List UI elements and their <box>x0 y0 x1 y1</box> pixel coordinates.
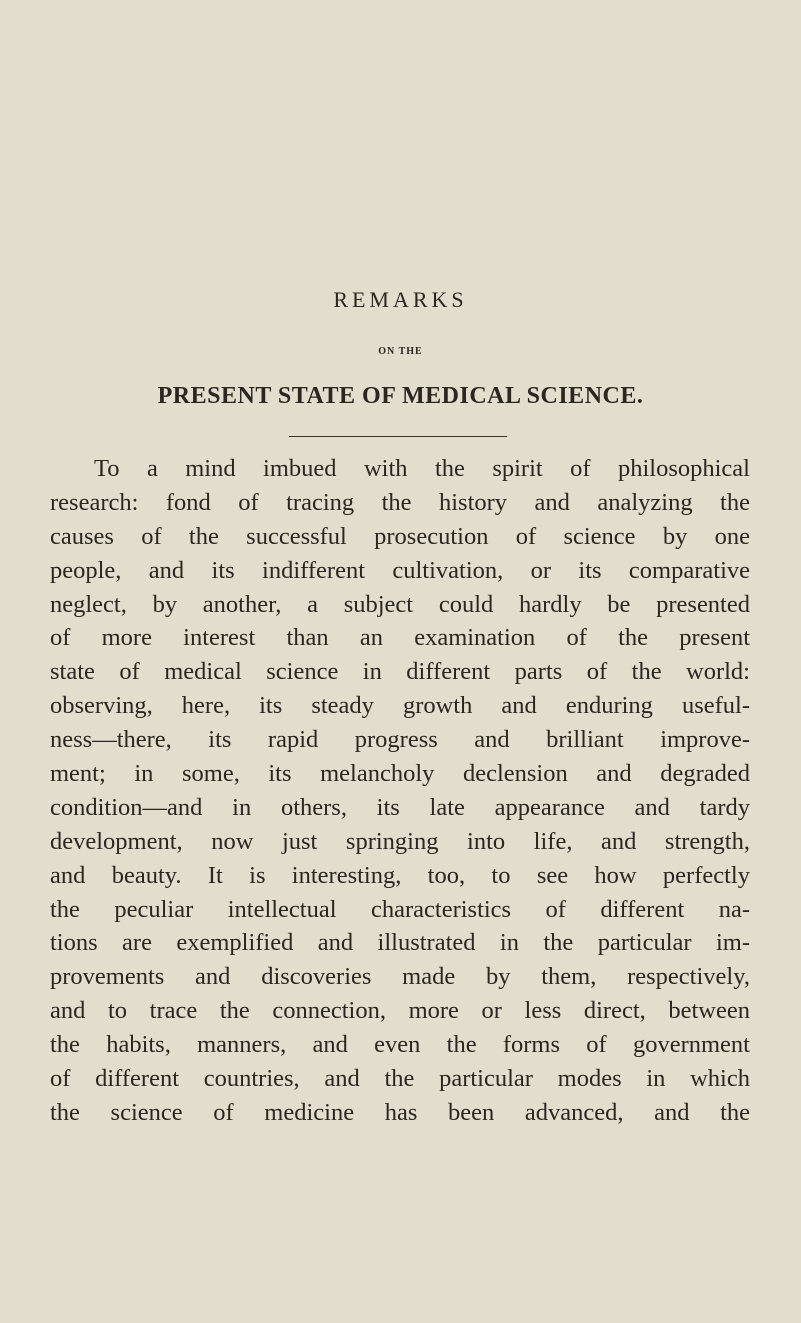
text-line: neglect, by another, a subject could hardly be presented <box>50 590 750 618</box>
text-line: provements and discoveries made by them, respectively, <box>50 963 750 991</box>
text-line: and to trace the connection, more or less direct, between <box>50 997 750 1025</box>
title-connector: ON THE <box>378 346 423 357</box>
text-line: research: fond of tracing the history and analyzing the <box>50 488 750 516</box>
text-line: tions are exemplified and illustrated in the particular im- <box>50 929 750 957</box>
page-title: REMARKS <box>333 287 468 312</box>
divider-rule <box>289 436 507 437</box>
text-line: of more interest than an examination of the present <box>50 624 750 652</box>
text-line: the science of medicine has been advanced, and the <box>50 1098 750 1126</box>
page-subtitle: PRESENT STATE OF MEDICAL SCIENCE. <box>157 383 644 409</box>
text-line: the habits, manners, and even the forms of government <box>50 1031 750 1059</box>
text-line: ment; in some, its melancholy declension and degraded <box>50 760 750 788</box>
text-line: state of medical science in different parts of the world: <box>50 658 750 686</box>
text-line: people, and its indifferent cultivation, or its comparative <box>50 556 750 584</box>
text-line: condition—and in others, its late appearance and tardy <box>50 793 750 821</box>
text-line: ness—there, its rapid progress and brilliant improve- <box>50 726 750 754</box>
text-line: of different countries, and the particular modes in which <box>50 1065 750 1093</box>
text-line: the peculiar intellectual characteristics of different na- <box>50 895 750 923</box>
text-line: development, now just springing into life, and strength, <box>50 827 750 855</box>
text-line: observing, here, its steady growth and enduring useful- <box>50 692 750 720</box>
text-line: and beauty. It is interesting, too, to see how perfectly <box>50 861 750 889</box>
text-line: causes of the successful prosecution of science by one <box>50 522 750 550</box>
body-text <box>50 452 750 1130</box>
text-line: To a mind imbued with the spirit of philosophical <box>94 455 750 482</box>
